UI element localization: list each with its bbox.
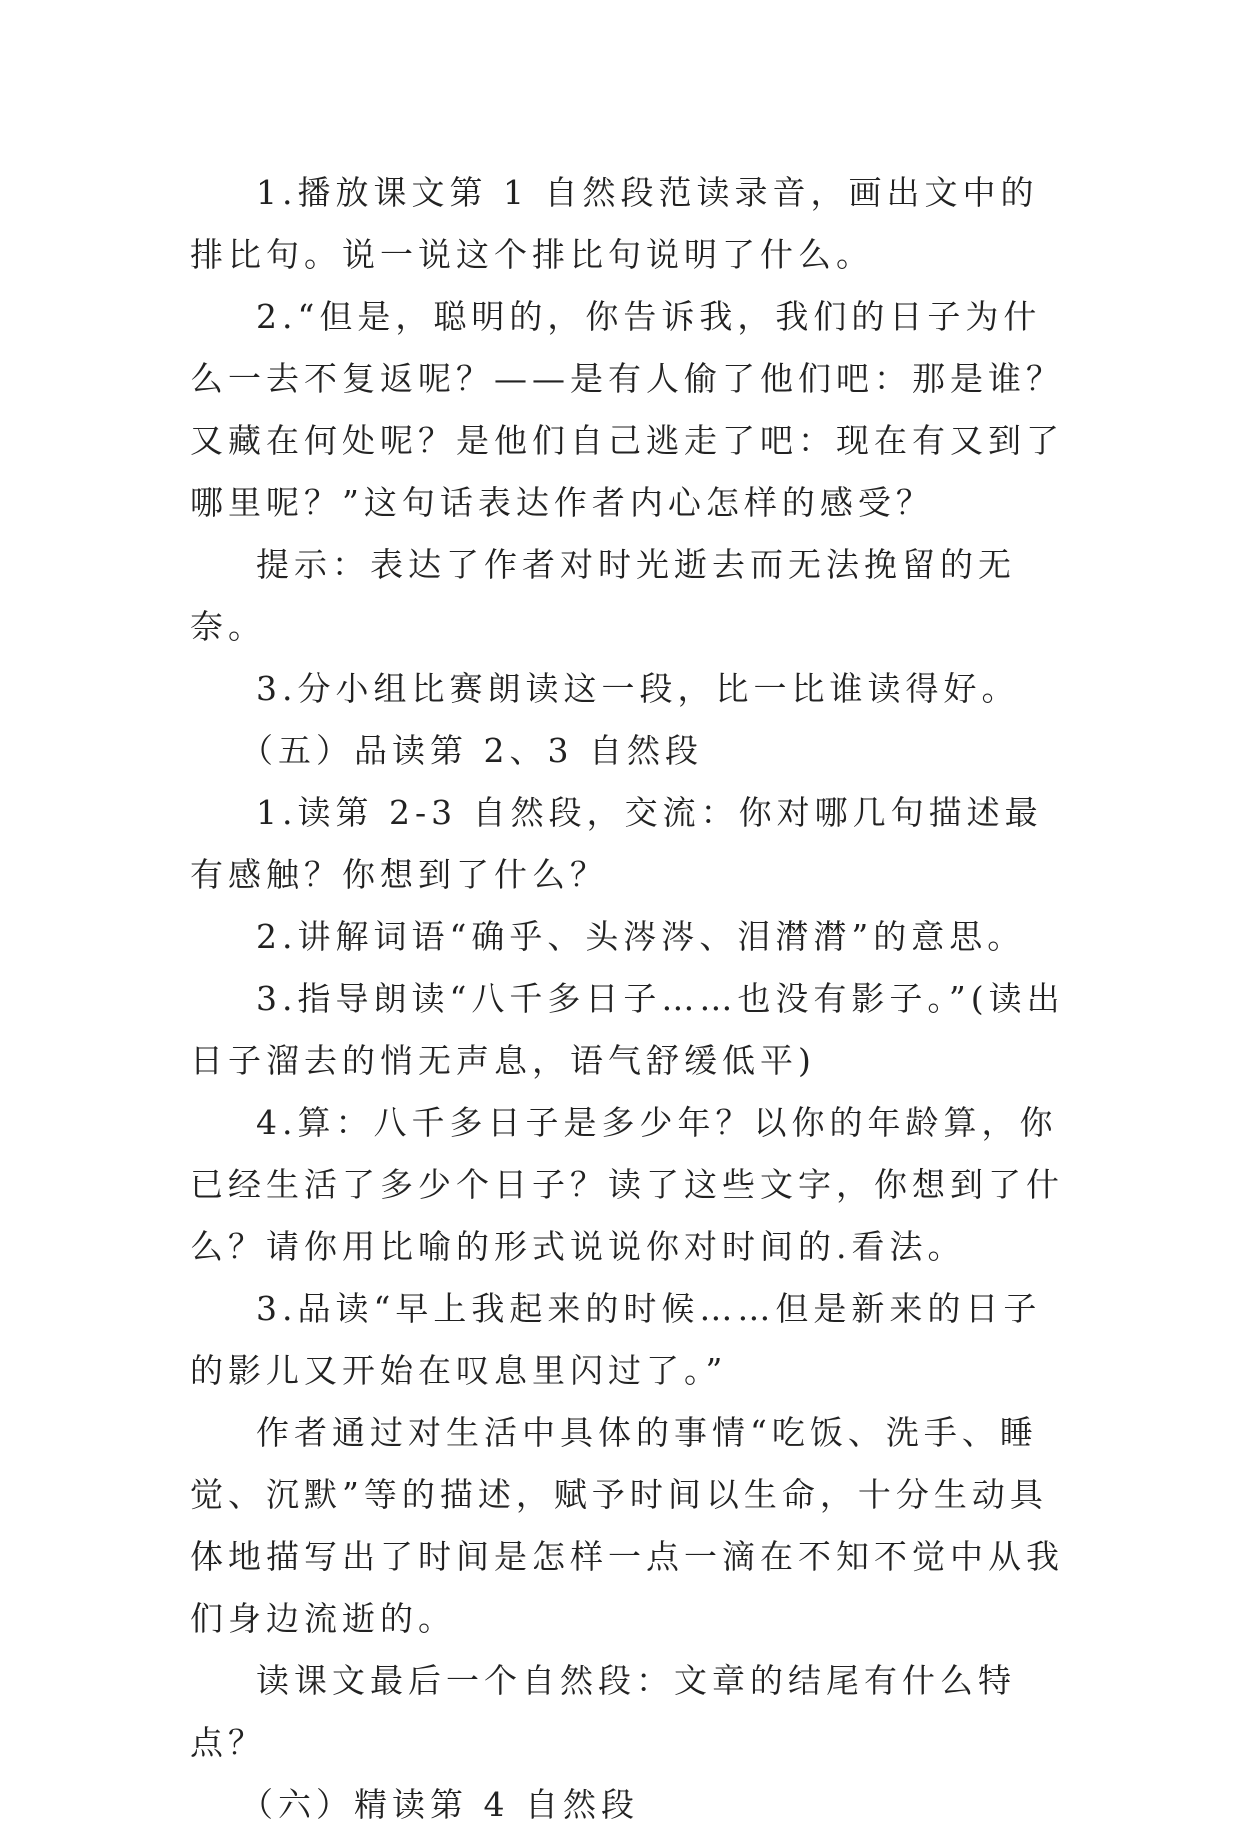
paragraph-3: 提示：表达了作者对时光逝去而无法挽留的无奈。: [190, 545, 1016, 646]
paragraph-8: 3.指导朗读“八千多日子……也没有影子。”(读出日子溜去的悄无声息，语气舒缓低平): [190, 979, 1065, 1080]
section-heading-6: （六）精读第 4 自然段: [240, 1785, 639, 1824]
paragraph-4: 3.分小组比赛朗读这一段，比一比谁读得好。: [256, 669, 1020, 708]
paragraph-6: 1.读第 2-3 自然段，交流：你对哪几句描述最有感触？你想到了什么？: [190, 793, 1043, 894]
paragraph-11: 作者通过对生活中具体的事情“吃饭、洗手、睡觉、沉默”等的描述，赋予时间以生命，十分生动具体地描写出了时间是怎样一点一滴在不知不觉中从我们身边流逝的。: [190, 1413, 1064, 1638]
paragraph-1: 1.播放课文第 1 自然段范读录音，画出文中的排比句。说一说这个排比句说明了什么。: [190, 173, 1039, 274]
paragraph-9: 4.算：八千多日子是多少年？以你的年龄算，你已经生活了多少个日子？读了这些文字，你想到了什么？请你用比喻的形式说说你对时间的.看法。: [190, 1103, 1064, 1266]
paragraph-10: 3.品读“早上我起来的时候……但是新来的日子的影儿又开始在叹息里闪过了。”: [190, 1289, 1042, 1390]
paragraph-12: 读课文最后一个自然段：文章的结尾有什么特点？: [190, 1661, 1016, 1762]
document-body: [190, 162, 1070, 1836]
paragraph-2: 2.“但是，聪明的，你告诉我，我们的日子为什么一去不复返呢？——是有人偷了他们吧：那是谁？又藏在何处呢？是他们自己逃走了吧：现在有又到了哪里呢？”这句话表达作者内心怎样的感受？: [190, 297, 1064, 522]
section-heading-5: （五）品读第 2、3 自然段: [240, 731, 703, 770]
paragraph-7: 2.讲解词语“确乎、头涔涔、泪潸潸”的意思。: [256, 917, 1026, 956]
